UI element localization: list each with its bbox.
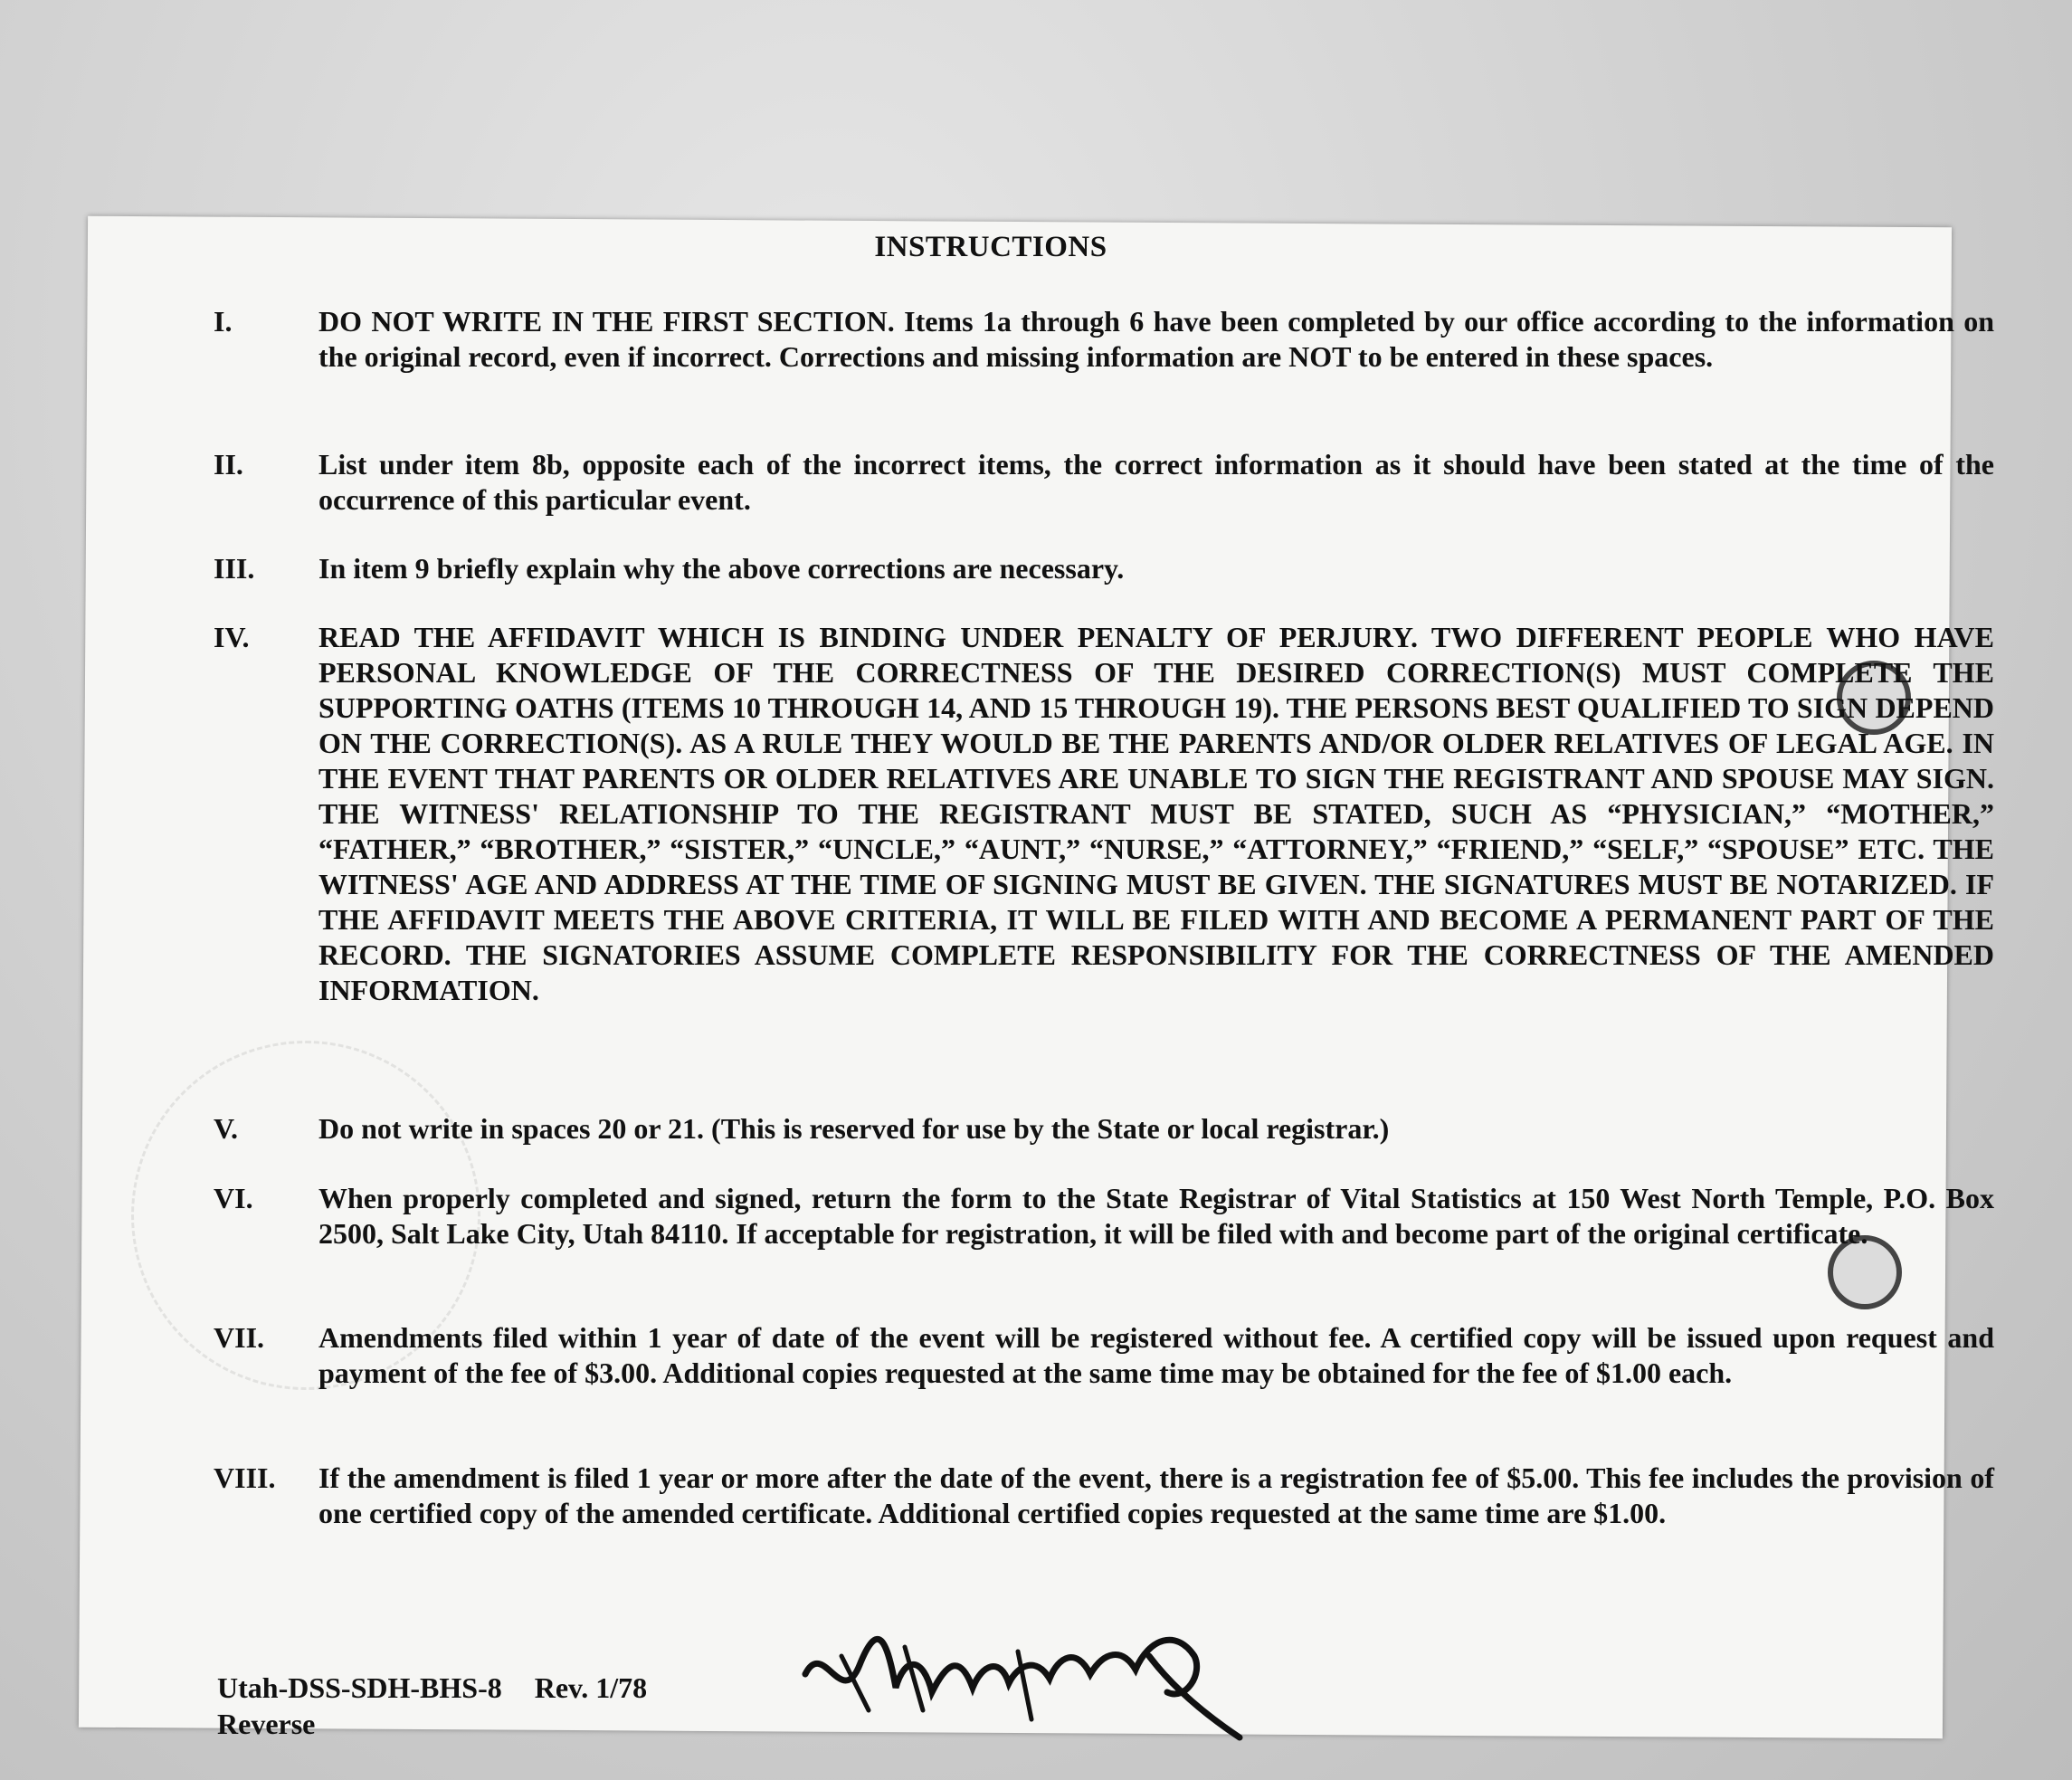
- section-text: Do not write in spaces 20 or 21. (This is reserved for use by the State or local registrar.): [318, 1112, 1390, 1145]
- form-revision: Rev. 1/78: [534, 1671, 648, 1704]
- section-text: List under item 8b, opposite each of the incorrect items, the correct information as it should have been stated at the time of the occurrence of this particular event.: [318, 448, 1994, 516]
- section-number: V.: [214, 1112, 238, 1145]
- instruction-section-6: [214, 1181, 1994, 1290]
- instruction-section-4: [214, 620, 1994, 1081]
- instruction-section-3: [215, 551, 1989, 587]
- section-text: If the amendment is filed 1 year or more after the date of the event, there is a registration fee of $5.00. This fee includes the provision of one certified copy of the amended certificate. Additional certified copies requested at the same time are $1.00.: [318, 1461, 1994, 1529]
- form-side: Reverse: [217, 1708, 316, 1740]
- section-text: When properly completed and signed, return the form to the State Registrar of Vital Statistics at 150 West North Temple, P.O. Box 2500, Salt Lake City, Utah 84110. If acceptable for registration, it will be filed with and become part of the original certificate.: [318, 1182, 1994, 1250]
- instruction-section-1: [214, 304, 1994, 413]
- instruction-section-7: [214, 1320, 1994, 1429]
- form-footer: [217, 1670, 680, 1742]
- handwritten-signature-icon: [787, 1602, 1258, 1747]
- section-number: IV.: [214, 621, 250, 653]
- instruction-section-2: [214, 447, 1994, 519]
- section-text: DO NOT WRITE IN THE FIRST SECTION. Items 1a through 6 have been completed by our office according to the information on the original record, even if incorrect. Corrections and missing information are NOT to be entered in these spaces.: [318, 305, 1994, 373]
- section-number: II.: [214, 448, 243, 481]
- instruction-section-5: [215, 1111, 1989, 1147]
- instruction-section-8: [214, 1461, 1994, 1569]
- form-number: Utah-DSS-SDH-BHS-8: [217, 1671, 502, 1704]
- section-number: VII.: [214, 1321, 265, 1354]
- page-title: INSTRUCTIONS: [874, 231, 1107, 263]
- section-number: III.: [214, 552, 255, 585]
- section-text: In item 9 briefly explain why the above corrections are necessary.: [318, 552, 1125, 585]
- section-number: VIII.: [214, 1461, 276, 1494]
- section-text: Amendments filed within 1 year of date of the event will be registered without fee. A certified copy will be issued upon request and payment of the fee of $3.00. Additional copies requested at the same time may be obtained for the fee of $1.00 each.: [318, 1321, 1994, 1389]
- section-number: VI.: [214, 1182, 253, 1214]
- section-number: I.: [214, 305, 233, 338]
- section-text: READ THE AFFIDAVIT WHICH IS BINDING UNDER PENALTY OF PERJURY. TWO DIFFERENT PEOPLE WHO HAVE PERSONAL KNOWLEDGE OF THE CORRECTNESS OF THE DESIRED CORRECTION(S) MUST COMPLETE THE SUPPORTING OATHS (ITEMS 10 THROUGH 14, AND 15 THROUGH 19). THE PERSONS BEST QUALIFIED TO SIGN DEPEND ON THE CORRECTION(S). AS A RULE THEY WOULD BE THE PARENTS AND/OR OLDER RELATIVES OF LEGAL AGE. IN THE EVENT THAT PARENTS OR OLDER RELATIVES ARE UNABLE TO SIGN THE REGISTRANT AND SPOUSE MAY SIGN. THE WITNESS' RELATIONSHIP TO THE REGISTRANT MUST BE STATED, SUCH AS “PHYSICIAN,” “MOTHER,” “FATHER,” “BROTHER,” “SISTER,” “UNCLE,” “AUNT,” “NURSE,” “ATTORNEY,” “FRIEND,” “SELF,” “SPOUSE” ETC. THE WITNESS' AGE AND ADDRESS AT THE TIME OF SIGNING MUST BE GIVEN. THE SIGNATURES MUST BE NOTARIZED. IF THE AFFIDAVIT MEETS THE ABOVE CRITERIA, IT WILL BE FILED WITH AND BECOME A PERMANENT PART OF THE RECORD. THE SIGNATORIES ASSUME COMPLETE RESPONSIBILITY FOR THE CORRECTNESS OF THE AMENDED INFORMATION.: [318, 621, 1994, 1006]
